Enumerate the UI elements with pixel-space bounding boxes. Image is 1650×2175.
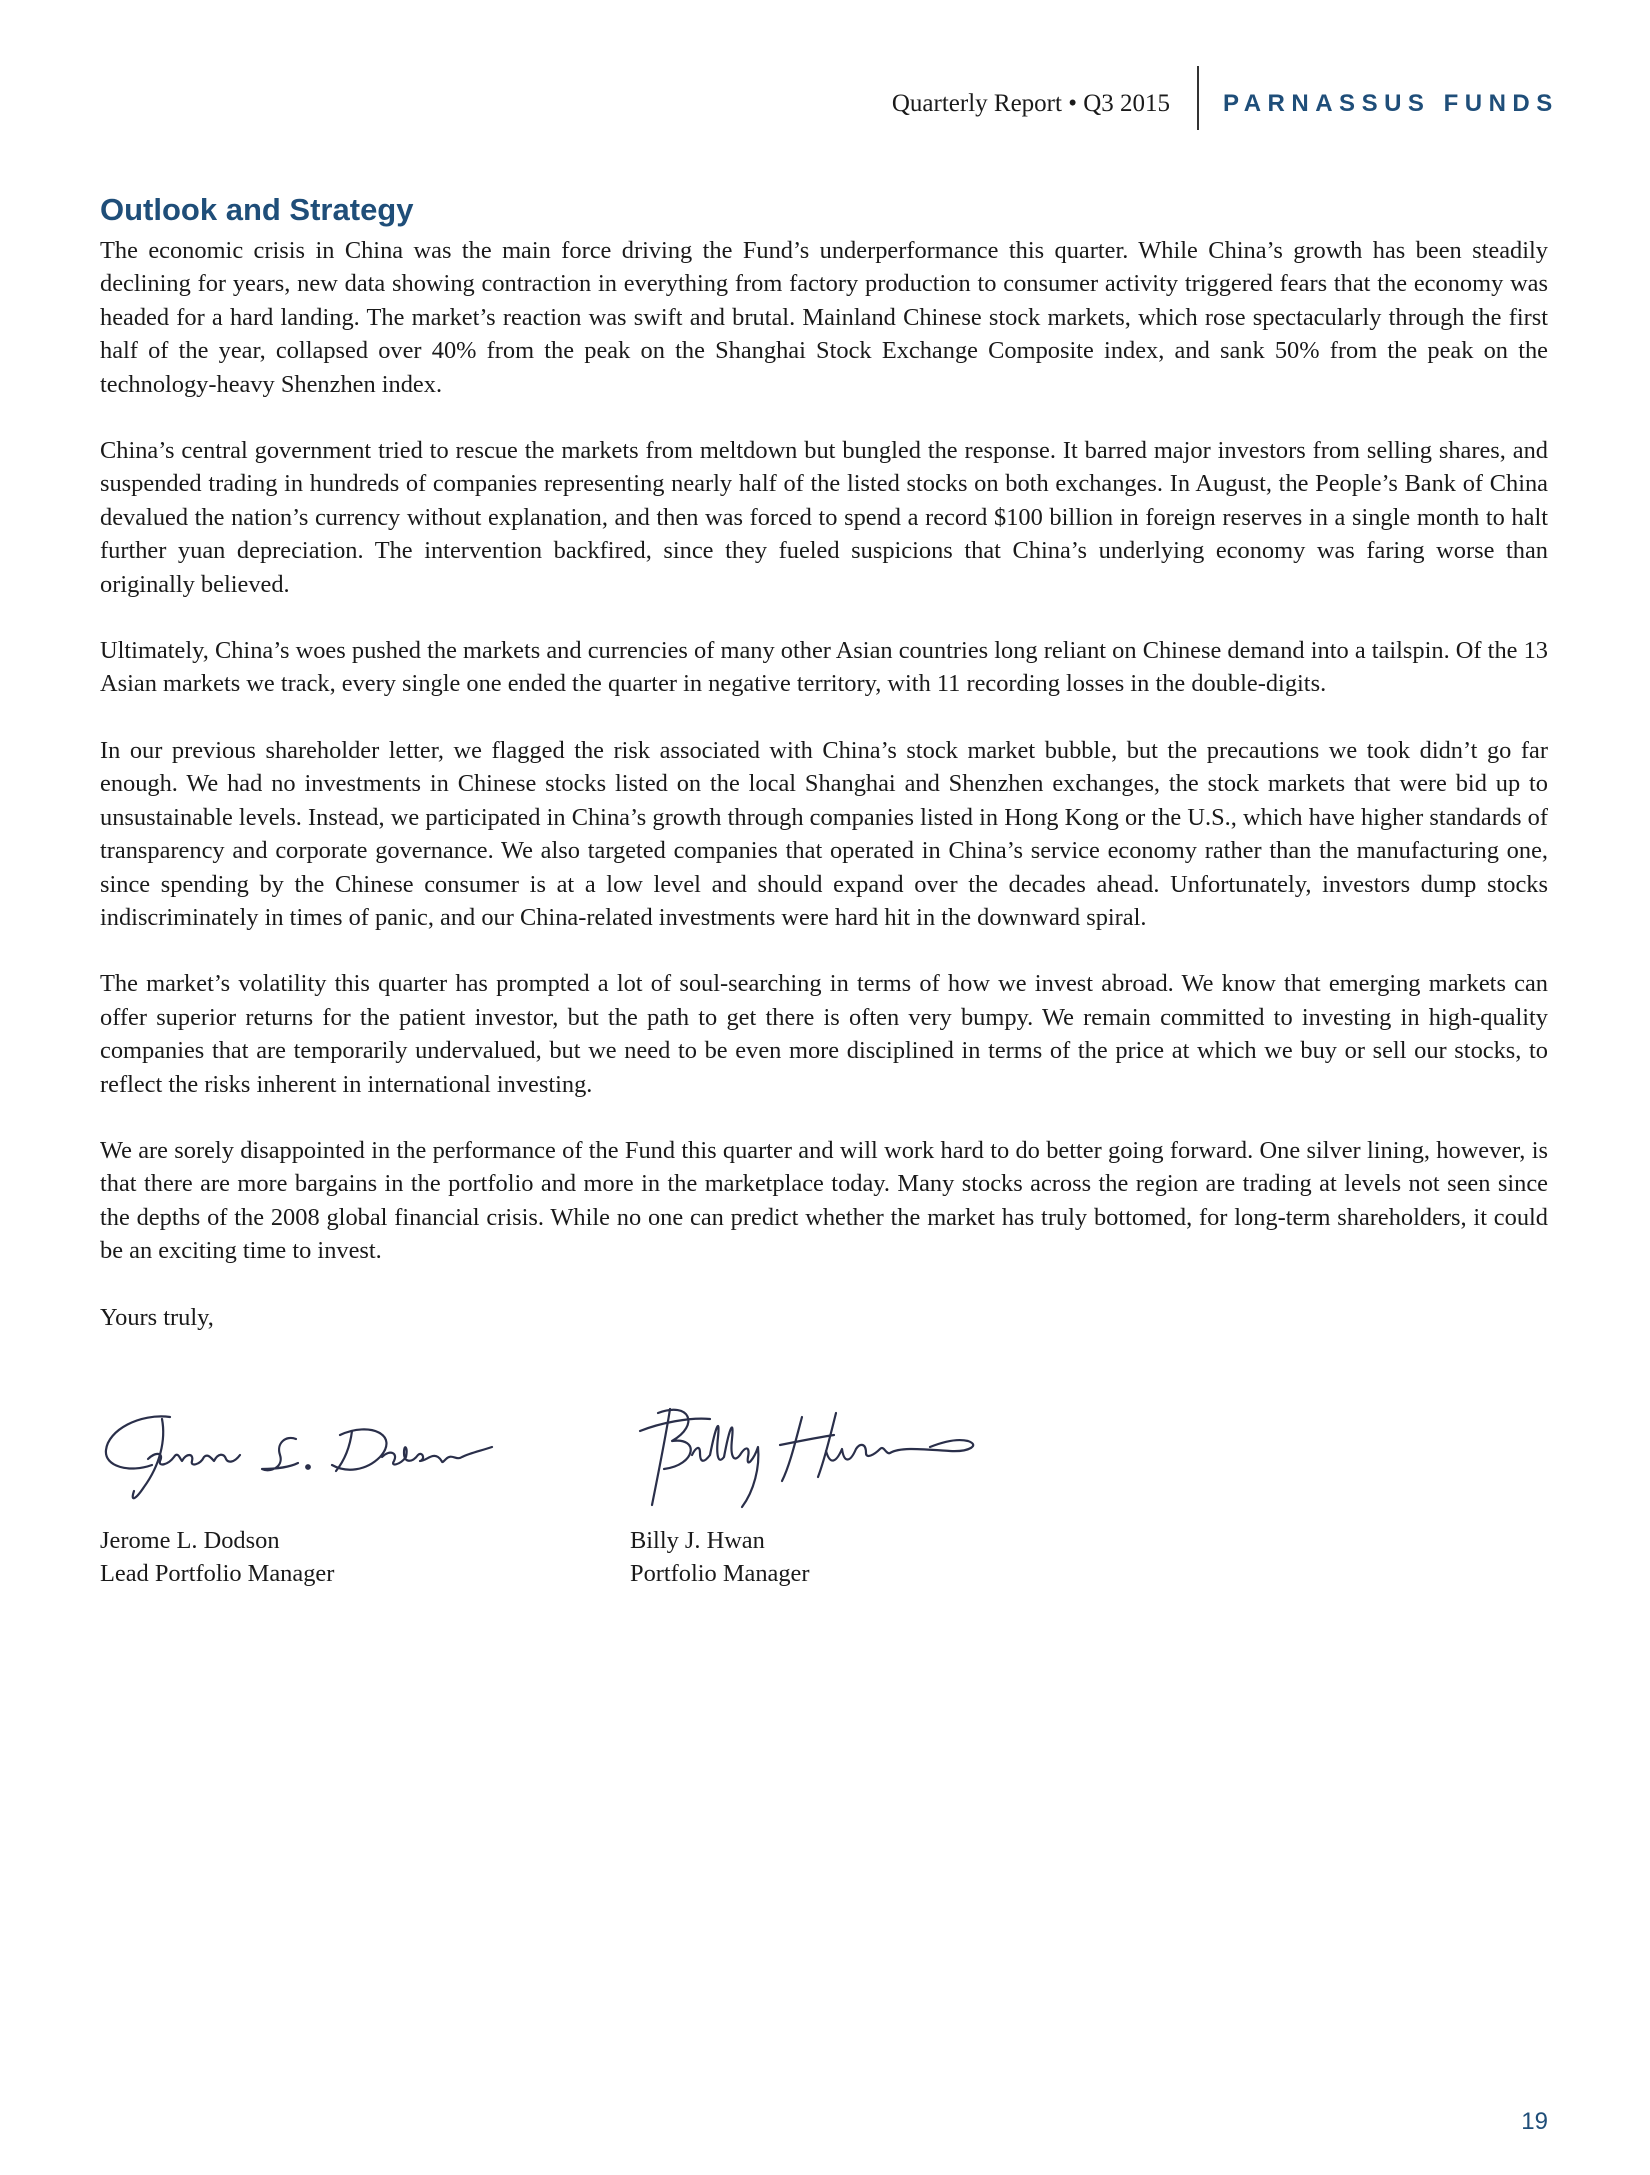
signatory-dodson — [100, 1395, 620, 1591]
report-label: Quarterly Report • Q3 2015 — [891, 90, 1170, 117]
paragraph-4: In our previous shareholder letter, we flagged the risk associated with China’s stock market bubble, but the precautions we took didn’t go far enough. We had no investments in Chinese stocks listed on the local Shanghai and Shenzhen exchanges, the stock markets that were bid up to unsustainable levels. Instead, we participated in China’s growth through companies listed in Hong Kong or the U.S., which have higher standards of transparency and corporate governance. We also targeted companies that operated in China’s service economy rather than the manufacturing one, since spending by the Chinese consumer is at a low level and should expand over the decades ahead. Unfortunately, investors dump stocks indiscriminately in times of panic, and our China-related investments were hard hit in the downward spiral. — [100, 736, 1548, 931]
page-number: 19 — [1521, 2108, 1548, 2135]
signatory-hwan — [630, 1395, 1150, 1591]
paragraph-5: The market’s volatility this quarter has prompted a lot of soul-searching in terms of how we invest abroad. We know that emerging markets can offer superior returns for the patient investor, but the path to get there is often very bumpy. We remain committed to investing in high-quality companies that are temporarily undervalued, but we need to be even more disciplined in terms of the price at which we buy or sell our stocks, to reflect the risks inherent in international investing. — [100, 970, 1548, 1098]
paragraph-6: We are sorely disappointed in the performance of the Fund this quarter and will work hard to do better going forward. One silver lining, however, is that there are more bargains in the portfolio and more in the marketplace today. Many stocks across the region are trading at levels not seen since the depths of the 2008 global financial crisis. While no one can predict whether the market has truly bottomed, for long-term shareholders, it could be an exciting time to invest. — [100, 1136, 1548, 1265]
dodson-signature — [100, 1395, 580, 1515]
section-title: Outlook and Strategy — [100, 192, 414, 227]
signatory-name: Jerome L. Dodson — [100, 1527, 280, 1554]
paragraph-1: The economic crisis in China was the main force driving the Fund’s underperformance this quarter. While China’s growth has been steadily declining for years, new data showing contraction in everything from factory production to consumer activity triggered fears that the economy was headed for a hard landing. The market’s reaction was swift and brutal. Mainland Chinese stock markets, which rose spectacularly through the first half of the year, collapsed over 40% from the peak on the Shanghai Stock Exchange Composite index, and sank 50% from the peak on the technology-heavy Shenzhen index. — [100, 237, 1548, 398]
hwan-signature — [630, 1395, 1110, 1515]
closing-salutation: Yours truly, — [100, 1303, 214, 1331]
brand-name: PARNASSUS FUNDS — [1223, 90, 1559, 117]
page-header — [0, 60, 1650, 130]
header-divider — [1197, 66, 1199, 130]
signatory-name: Billy J. Hwan — [630, 1527, 765, 1554]
paragraph-3: Ultimately, China’s woes pushed the markets and currencies of many other Asian countries long reliant on Chinese demand into a tailspin. Of the 13 Asian markets we track, every single one ended the quarter in negative territory, with 11 recording losses in the double-digits. — [100, 637, 1548, 698]
signatory-title: Lead Portfolio Manager — [100, 1560, 335, 1588]
signatory-title: Portfolio Manager — [630, 1560, 810, 1588]
letter-body — [100, 190, 1548, 1334]
paragraph-2: China’s central government tried to rescue the markets from meltdown but bungled the response. It barred major investors from selling shares, and suspended trading in hundreds of companies representing nearly half of the listed stocks on both exchanges. In August, the People’s Bank of China devalued the nation’s currency without explanation, and then was forced to spend a record $100 billion in foreign reserves in a single month to halt further yuan depreciation. The intervention backfired, since they fueled suspicions that China’s underlying economy was faring worse than originally believed. — [100, 437, 1548, 598]
signature-section — [100, 1395, 1300, 1595]
